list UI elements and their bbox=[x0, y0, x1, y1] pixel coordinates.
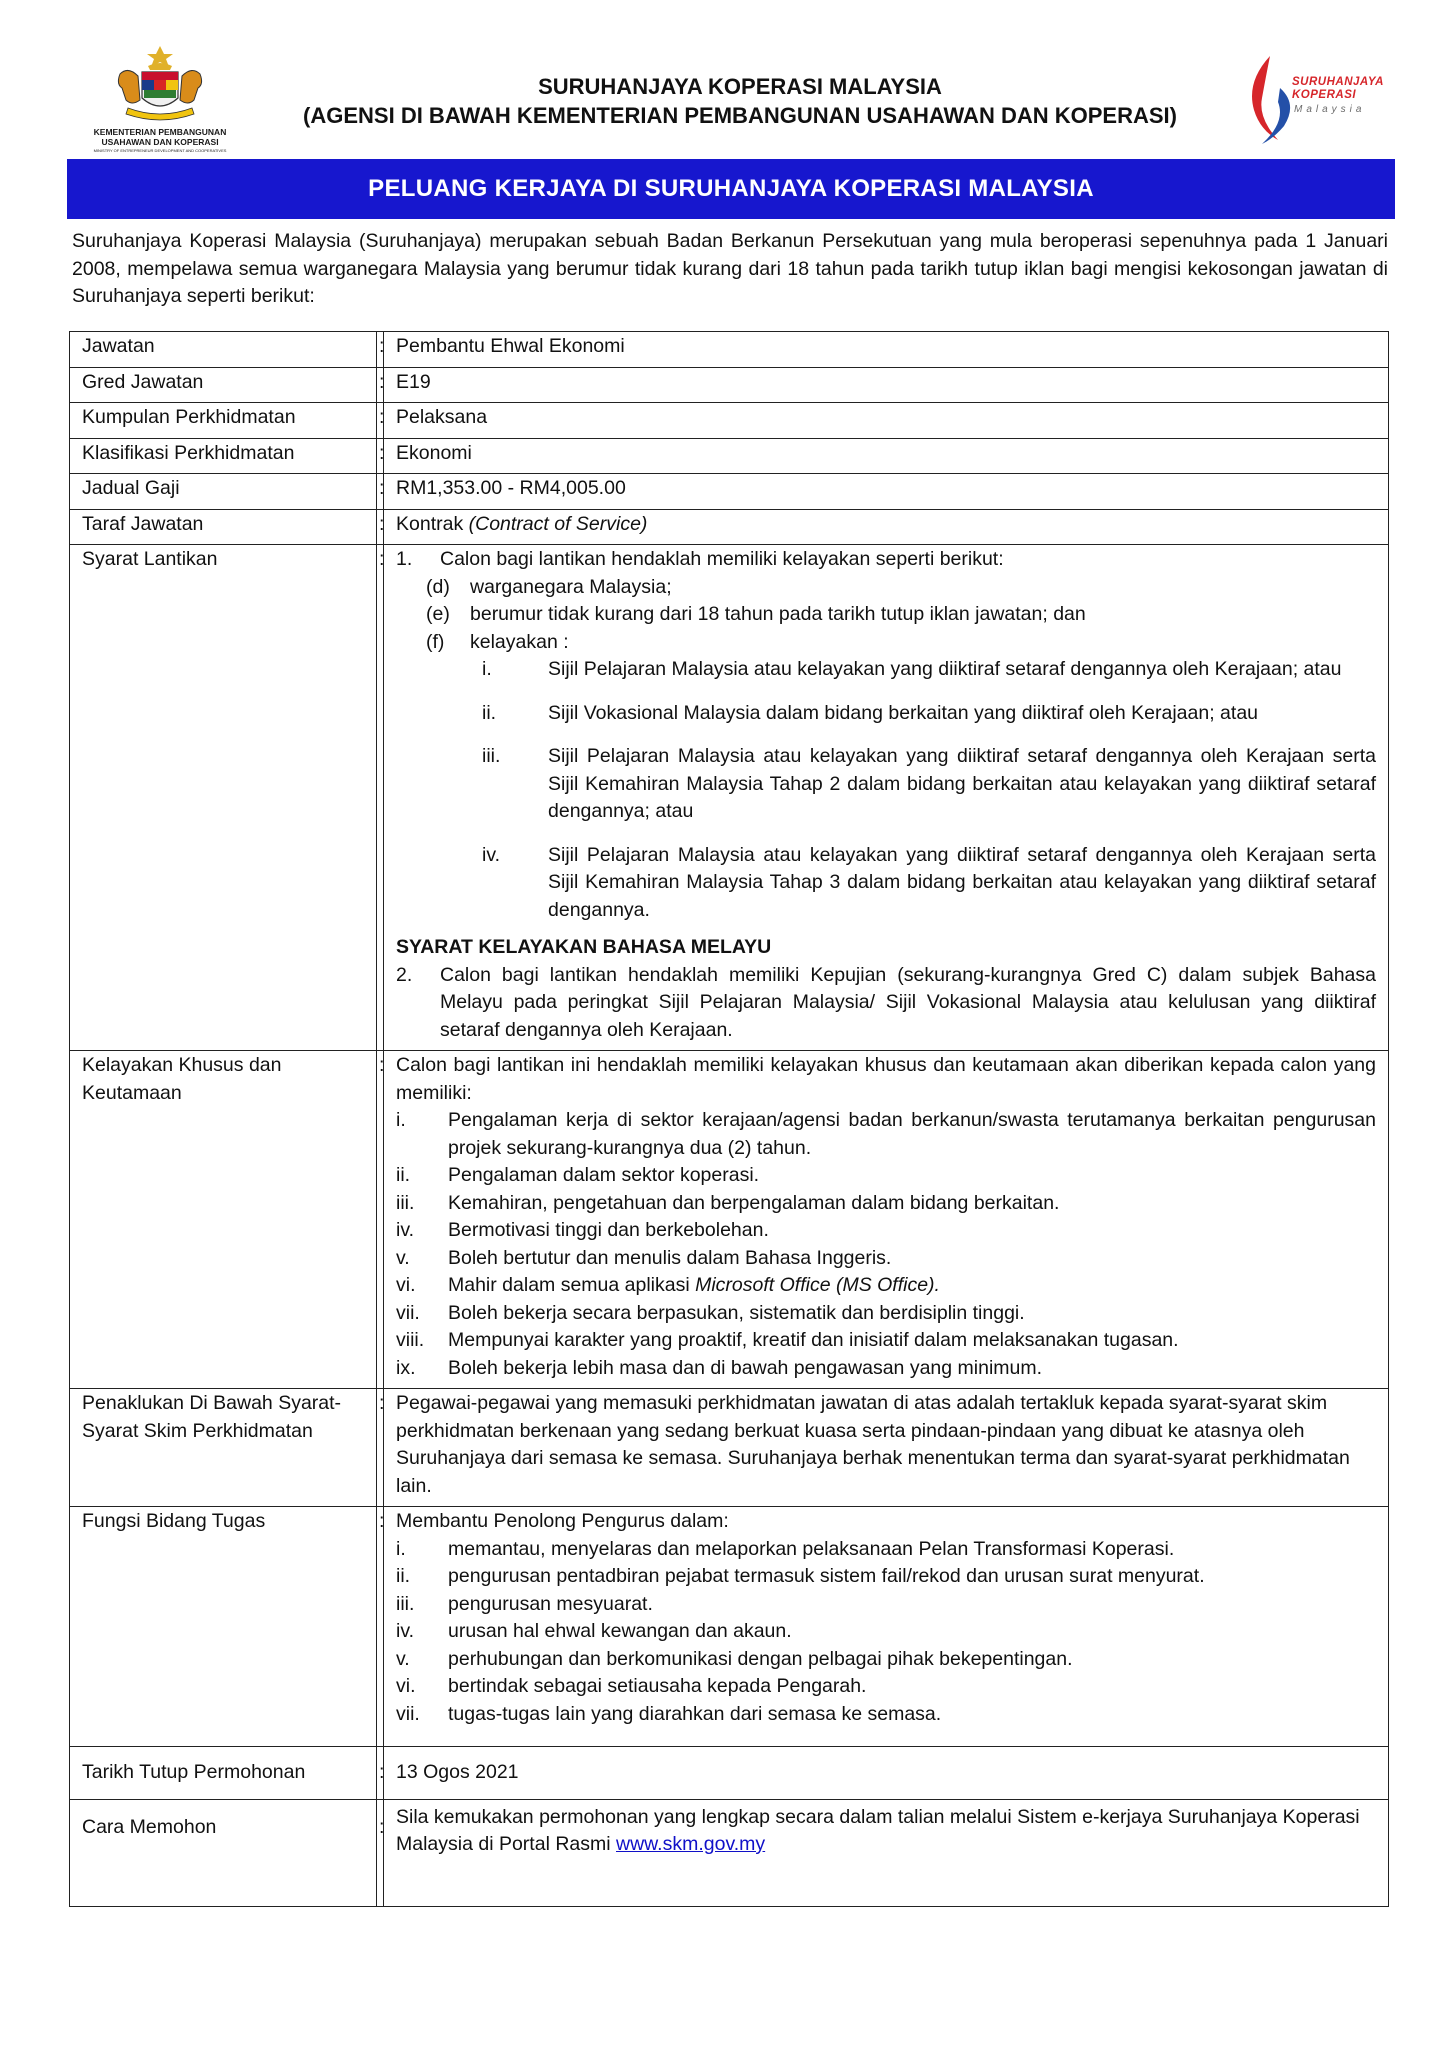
list-item bbox=[396, 1245, 1376, 1273]
list-item bbox=[396, 962, 1376, 1045]
list-number: 2. bbox=[396, 963, 413, 986]
row-value: Ekonomi bbox=[384, 438, 1389, 474]
list-text: warganegara Malaysia; bbox=[470, 575, 672, 598]
list-number: iv. bbox=[396, 1219, 415, 1241]
list-item bbox=[396, 1673, 1376, 1701]
list-number: vi. bbox=[396, 1675, 416, 1697]
row-label: Cara Memohon bbox=[70, 1799, 377, 1906]
list-item bbox=[396, 1536, 1376, 1564]
skm-brand-text bbox=[1292, 76, 1384, 102]
list-text: Pengalaman kerja di sektor kerajaan/agensi badan berkanun/swasta terutamanya berkaitan pengurusan projek sekurang-kurangnya dua (2) tahun. bbox=[448, 1109, 1376, 1159]
list-text: kelayakan : bbox=[470, 630, 569, 653]
list-item bbox=[396, 1355, 1376, 1383]
list-item bbox=[396, 1300, 1376, 1328]
row-label: Klasifikasi Perkhidmatan bbox=[70, 438, 377, 474]
colon: : bbox=[377, 474, 384, 510]
list-item bbox=[396, 1107, 1376, 1162]
list-number: (e) bbox=[426, 603, 450, 625]
list-text: Sijil Pelajaran Malaysia atau kelayakan yang diiktiraf setaraf dengannya oleh Kerajaan; atau bbox=[548, 658, 1342, 680]
row-label: Kelayakan Khusus dan Keutamaan bbox=[70, 1051, 377, 1389]
list-item bbox=[396, 743, 1376, 826]
section-intro: Calon bagi lantikan ini hendaklah memiliki kelayakan khusus dan keutamaan akan diberikan kepada calon yang memiliki: bbox=[396, 1054, 1376, 1104]
list-number: v. bbox=[396, 1647, 410, 1670]
list-text: berumur tidak kurang dari 18 tahun pada tarikh tutup iklan jawatan; dan bbox=[470, 603, 1086, 625]
list-number: viii. bbox=[396, 1329, 425, 1351]
list-number: vii. bbox=[396, 1301, 420, 1324]
section-intro: Membantu Penolong Pengurus dalam: bbox=[396, 1510, 729, 1532]
list-text: Boleh bertutur dan menulis dalam Bahasa Inggeris. bbox=[448, 1246, 892, 1269]
list-item bbox=[396, 1591, 1376, 1619]
list-text: perhubungan dan berkomunikasi dengan pelbagai pihak bekepentingan. bbox=[448, 1647, 1073, 1670]
list-text: Boleh bekerja secara berpasukan, sistematik dan berdisiplin tinggi. bbox=[448, 1301, 1025, 1324]
title-line-1: SURUHANJAYA KOPERASI MALAYSIA bbox=[538, 74, 942, 99]
list-item bbox=[396, 574, 1376, 602]
list-item bbox=[396, 1162, 1376, 1190]
job-details-table bbox=[69, 331, 1389, 1907]
list-text bbox=[448, 1272, 1376, 1300]
title-line-2: (AGENSI DI BAWAH KEMENTERIAN PEMBANGUNAN USAHAWAN DAN KOPERASI) bbox=[303, 103, 1177, 128]
page-title-banner: PELUANG KERJAYA DI SURUHANJAYA KOPERASI MALAYSIA bbox=[67, 159, 1395, 219]
colon: : bbox=[377, 1051, 384, 1389]
table-row bbox=[70, 1051, 1389, 1389]
list-text: Sijil Vokasional Malaysia dalam bidang berkaitan yang diiktiraf oleh Kerajaan; atau bbox=[548, 701, 1259, 724]
organization-title bbox=[250, 72, 1230, 130]
list-item bbox=[396, 546, 1376, 574]
list-item bbox=[396, 629, 1376, 657]
row-value: Pelaksana bbox=[384, 403, 1389, 439]
row-value: E19 bbox=[384, 367, 1389, 403]
list-number: ii. bbox=[396, 1565, 411, 1587]
list-text: memantau, menyelaras dan melaporkan pelaksanaan Pelan Transformasi Koperasi. bbox=[448, 1537, 1175, 1560]
colon: : bbox=[377, 509, 384, 545]
skm-swoosh-icon bbox=[1240, 52, 1300, 152]
colon: : bbox=[377, 1389, 384, 1507]
colon: : bbox=[377, 1747, 384, 1800]
list-number: ii. bbox=[482, 701, 497, 724]
table-row bbox=[70, 403, 1389, 439]
row-label: Penaklukan Di Bawah Syarat-Syarat Skim Perkhidmatan bbox=[70, 1389, 377, 1507]
list-text: Mempunyai karakter yang proaktif, kreatif dan inisiatif dalam melaksanakan tugasan. bbox=[448, 1329, 1179, 1351]
row-label: Jadual Gaji bbox=[70, 474, 377, 510]
colon: : bbox=[377, 367, 384, 403]
list-item bbox=[396, 1190, 1376, 1218]
colon: : bbox=[377, 545, 384, 1051]
list-text: pengurusan mesyuarat. bbox=[448, 1592, 653, 1615]
taraf-value: Kontrak bbox=[396, 512, 464, 535]
list-item bbox=[396, 1618, 1376, 1646]
table-row bbox=[70, 509, 1389, 545]
ministry-logo bbox=[70, 44, 250, 156]
row-value: RM1,353.00 - RM4,005.00 bbox=[384, 474, 1389, 510]
list-number: iii. bbox=[482, 745, 501, 767]
list-item bbox=[396, 1701, 1376, 1729]
list-number: i. bbox=[482, 658, 492, 680]
skm-brand-line: SURUHANJAYA bbox=[1292, 76, 1384, 88]
list-text: Kemahiran, pengetahuan dan berpengalaman dalam bidang berkaitan. bbox=[448, 1191, 1060, 1214]
row-value bbox=[384, 545, 1389, 1051]
list-number: vi. bbox=[396, 1274, 416, 1296]
colon: : bbox=[377, 403, 384, 439]
list-item bbox=[396, 700, 1376, 728]
list-number: 1. bbox=[396, 548, 413, 570]
colon: : bbox=[377, 1799, 384, 1906]
table-row bbox=[70, 1799, 1389, 1906]
skm-brand-subtext: Malaysia bbox=[1294, 104, 1366, 115]
ministry-logo-text: USAHAWAN DAN KOPERASI bbox=[101, 137, 219, 147]
table-row bbox=[70, 1389, 1389, 1507]
table-row bbox=[70, 332, 1389, 368]
row-label: Fungsi Bidang Tugas bbox=[70, 1507, 377, 1747]
list-text: urusan hal ehwal kewangan dan akaun. bbox=[448, 1620, 792, 1642]
skm-brand-line: KOPERASI bbox=[1292, 89, 1357, 101]
list-item bbox=[396, 656, 1376, 684]
list-text: pengurusan pentadbiran pejabat termasuk sistem fail/rekod dan urusan surat menyurat. bbox=[448, 1565, 1205, 1587]
letterhead bbox=[70, 44, 1400, 156]
row-label: Tarikh Tutup Permohonan bbox=[70, 1747, 377, 1800]
row-label: Gred Jawatan bbox=[70, 367, 377, 403]
list-text: tugas-tugas lain yang diarahkan dari semasa ke semasa. bbox=[448, 1702, 942, 1725]
list-number: v. bbox=[396, 1246, 410, 1269]
list-text-italic: Microsoft Office (MS Office). bbox=[695, 1274, 940, 1296]
list-text: Calon bagi lantikan hendaklah memiliki Kepujian (sekurang-kurangnya Gred C) dalam subjek Bahasa Melayu pada peringkat Sijil Pelajaran Malaysia/ Sijil Vokasional Malaysia atau kelulusan yang diiktiraf setaraf dengannya oleh Kerajaan. bbox=[440, 963, 1376, 1041]
table-row bbox=[70, 1507, 1389, 1747]
list-text: Calon bagi lantikan hendaklah memiliki kelayakan seperti berikut: bbox=[440, 548, 1004, 570]
list-number: iii. bbox=[396, 1191, 415, 1214]
list-item bbox=[396, 1272, 1376, 1300]
list-text: Bermotivasi tinggi dan berkebolehan. bbox=[448, 1219, 769, 1241]
ministry-logo-text: KEMENTERIAN PEMBANGUNAN bbox=[93, 127, 227, 137]
colon: : bbox=[377, 332, 384, 368]
list-item bbox=[396, 1646, 1376, 1674]
list-text: Sijil Pelajaran Malaysia atau kelayakan yang diiktiraf setaraf dengannya oleh Kerajaan serta Sijil Kemahiran Malaysia Tahap 3 dalam bidang berkaitan atau kelayakan yang diiktiraf setaraf dengannya. bbox=[548, 843, 1376, 921]
table-row bbox=[70, 545, 1389, 1051]
skm-logo bbox=[1240, 44, 1400, 156]
list-number: i. bbox=[396, 1537, 406, 1560]
coat-of-arms-icon bbox=[70, 44, 250, 126]
list-number: ix. bbox=[396, 1356, 416, 1379]
row-value bbox=[384, 1051, 1389, 1389]
row-value bbox=[384, 509, 1389, 545]
row-label: Taraf Jawatan bbox=[70, 509, 377, 545]
list-text: bertindak sebagai setiausaha kepada Pengarah. bbox=[448, 1675, 867, 1697]
table-row bbox=[70, 1747, 1389, 1800]
list-number: vii. bbox=[396, 1702, 420, 1725]
row-value bbox=[384, 1799, 1389, 1906]
table-row bbox=[70, 367, 1389, 403]
list-item bbox=[396, 842, 1376, 925]
list-item bbox=[396, 1327, 1376, 1355]
list-number: i. bbox=[396, 1109, 406, 1131]
ministry-logo-subtext: MINISTRY OF ENTREPRENEUR DEVELOPMENT AND COOPERATIVES bbox=[93, 148, 227, 153]
row-label: Jawatan bbox=[70, 332, 377, 368]
list-number: ii. bbox=[396, 1164, 411, 1186]
table-row bbox=[70, 438, 1389, 474]
list-text: Pengalaman dalam sektor koperasi. bbox=[448, 1164, 760, 1186]
list-item bbox=[396, 1217, 1376, 1245]
list-number: iv. bbox=[396, 1620, 415, 1642]
row-label: Kumpulan Perkhidmatan bbox=[70, 403, 377, 439]
row-value: Pembantu Ehwal Ekonomi bbox=[384, 332, 1389, 368]
section-heading: SYARAT KELAYAKAN BAHASA MELAYU bbox=[396, 936, 772, 958]
table-row bbox=[70, 474, 1389, 510]
taraf-value-italic: (Contract of Service) bbox=[468, 512, 648, 535]
list-item bbox=[396, 601, 1376, 629]
portal-link[interactable]: www.skm.gov.my bbox=[616, 1833, 766, 1855]
intro-paragraph: Suruhanjaya Koperasi Malaysia (Suruhanjaya) merupakan sebuah Badan Berkanun Persekutuan yang mula beroperasi sepenuhnya pada 1 Januari 2008, mempelawa semua warganegara Malaysia yang berumur tidak kurang dari 18 tahun pada tarikh tutup iklan bagi mengisi kekosongan jawatan di Suruhanjaya seperti berikut: bbox=[72, 230, 1388, 307]
list-number: iii. bbox=[396, 1592, 415, 1615]
list-text: Boleh bekerja lebih masa dan di bawah pengawasan yang minimum. bbox=[448, 1356, 1043, 1379]
colon: : bbox=[377, 438, 384, 474]
row-value: Pegawai-pegawai yang memasuki perkhidmatan jawatan di atas adalah tertakluk kepada syarat-syarat skim perkhidmatan berkenaan yang sedang berkuat kuasa serta pindaan-pindaan yang dibuat ke atasnya oleh Suruhanjaya dari semasa ke semasa. Suruhanjaya berhak menentukan terma dan syarat-syarat perkhidmatan lain. bbox=[384, 1389, 1389, 1507]
row-value: 13 Ogos 2021 bbox=[384, 1747, 1389, 1800]
row-label: Syarat Lantikan bbox=[70, 545, 377, 1051]
list-text-part: Mahir dalam semua aplikasi bbox=[448, 1274, 690, 1296]
list-number: (f) bbox=[426, 630, 445, 653]
row-value bbox=[384, 1507, 1389, 1747]
list-item bbox=[396, 1563, 1376, 1591]
list-number: iv. bbox=[482, 843, 501, 866]
list-number: (d) bbox=[426, 575, 450, 598]
apply-instructions: Sila kemukakan permohonan yang lengkap secara dalam talian melalui Sistem e-kerjaya Suruhanjaya Koperasi Malaysia di Portal Rasmi bbox=[396, 1805, 1360, 1855]
colon: : bbox=[377, 1507, 384, 1747]
list-text: Sijil Pelajaran Malaysia atau kelayakan yang diiktiraf setaraf dengannya oleh Kerajaan serta Sijil Kemahiran Malaysia Tahap 2 dalam bidang berkaitan atau kelayakan yang diiktiraf setaraf dengannya; atau bbox=[548, 745, 1376, 822]
